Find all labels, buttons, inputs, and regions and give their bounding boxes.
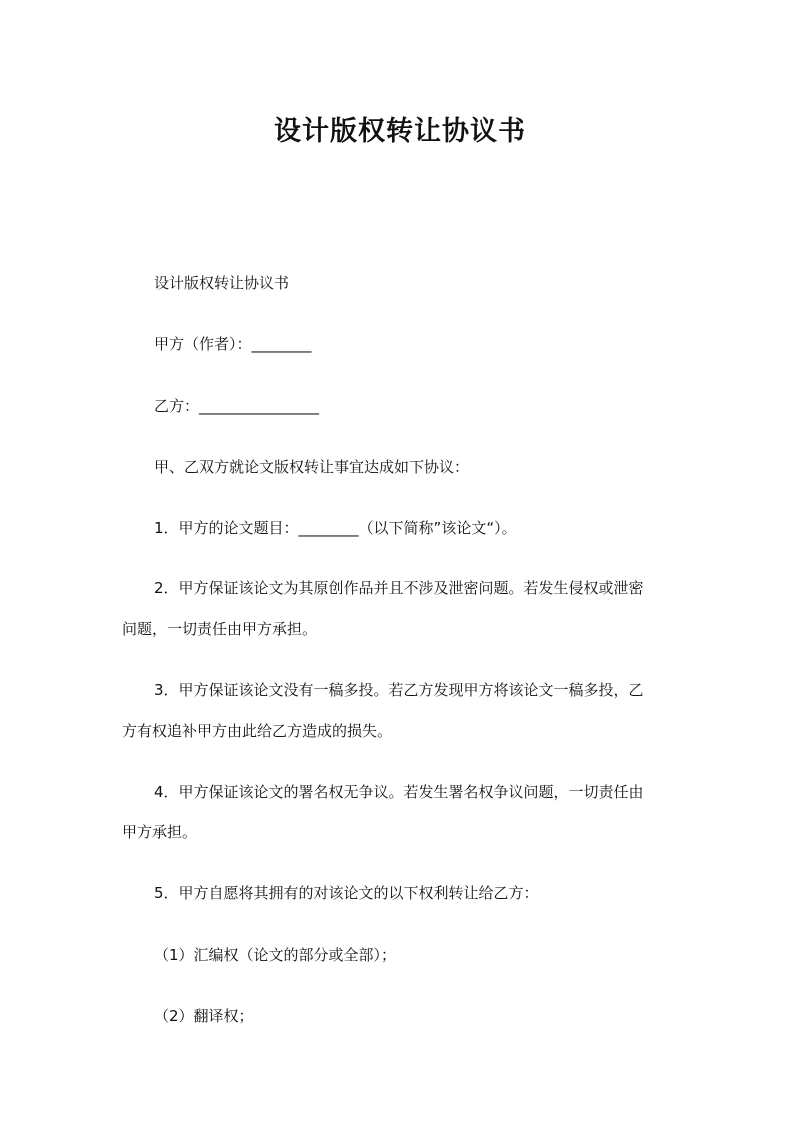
party-a-line: 甲方（作者）：________ — [154, 335, 312, 353]
clause-2-continuation: 问题，一切责任由甲方承担。 — [122, 620, 318, 638]
clause-3-line: 3．甲方保证该论文没有一稿多投。若乙方发现甲方将该论文一稿多投，乙 — [154, 681, 644, 699]
clause-4-continuation: 甲方承担。 — [122, 823, 198, 841]
clause-1-line: 1．甲方的论文题目：________（以下简称”该论文“）。 — [154, 519, 517, 537]
clause-3-continuation: 方有权追补甲方由此给乙方造成的损失。 — [122, 722, 393, 740]
party-b-line: 乙方：________________ — [154, 397, 320, 415]
subtitle-line: 设计版权转让协议书 — [154, 274, 290, 292]
document-title: 设计版权转让协议书 — [274, 116, 526, 147]
subclause-2-line: （2）翻译权； — [154, 1007, 254, 1025]
agreement-intro-line: 甲、乙双方就论文版权转让事宜达成如下协议： — [154, 458, 470, 476]
clause-5-line: 5．甲方自愿将其拥有的对该论文的以下权利转让给乙方： — [154, 884, 539, 902]
subclause-1-line: （1）汇编权（论文的部分或全部）； — [154, 946, 397, 964]
clause-4-line: 4．甲方保证该论文的署名权无争议。若发生署名权争议问题，一切责任由 — [154, 783, 644, 801]
clause-2-line: 2．甲方保证该论文为其原创作品并且不涉及泄密问题。若发生侵权或泄密 — [154, 579, 644, 597]
